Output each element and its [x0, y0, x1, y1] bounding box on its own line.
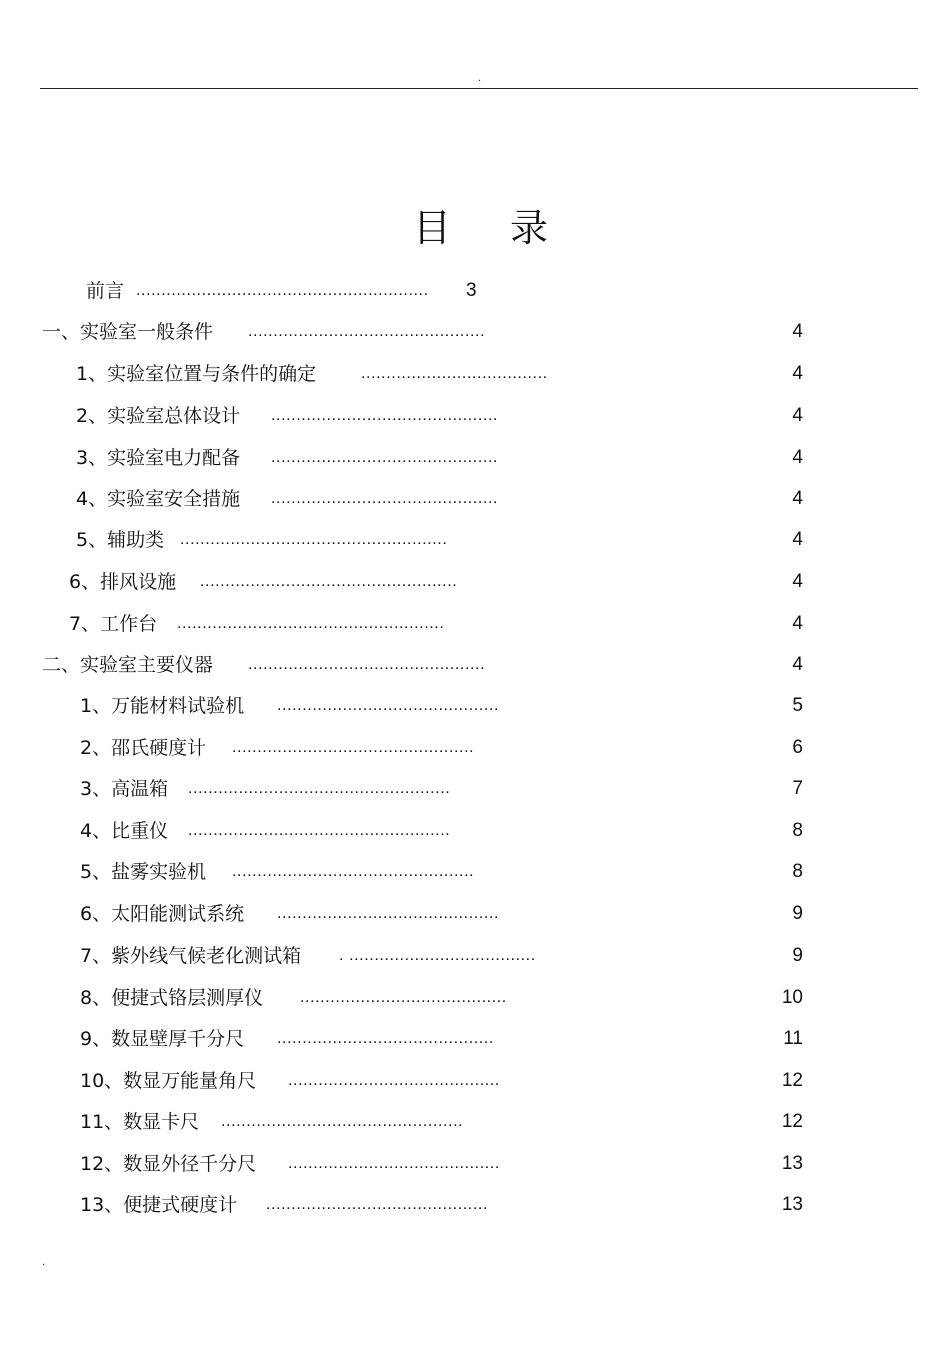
toc-entry-page: 7	[792, 778, 803, 799]
toc-entry-label: 一、实验室一般条件	[42, 321, 214, 343]
toc-entry[interactable]	[80, 1027, 812, 1051]
toc-entry-label: 10、数显万能量角尺	[80, 1070, 257, 1092]
toc-entry[interactable]	[80, 860, 812, 884]
toc-entry-leader: ............................................	[277, 697, 499, 714]
toc-entry-page: 4	[792, 488, 803, 509]
toc-entry-page: 5	[792, 695, 803, 716]
toc-entry-page: 4	[792, 405, 803, 426]
header-mark: .	[478, 73, 482, 84]
toc-entry-label: 8、便捷式铬层测厚仪	[80, 987, 264, 1009]
toc-entry-leader: ...........................................	[277, 1030, 494, 1047]
toc-entry-page: 13	[781, 1194, 803, 1215]
toc-entry[interactable]	[80, 1110, 812, 1134]
toc-entry-label: 2、邵氏硬度计	[80, 737, 207, 759]
toc-entry-leader: . .....................................	[339, 947, 536, 964]
toc-entry[interactable]	[42, 653, 812, 677]
toc-entry-leader: .............................................	[271, 407, 499, 424]
toc-entry-page: 8	[792, 820, 803, 841]
toc-entry-leader: .....................................	[361, 365, 548, 382]
toc-entry-leader: .....................................................	[177, 615, 445, 632]
page-title: 目录	[413, 206, 608, 250]
toc-entry-label: 1、万能材料试验机	[80, 695, 245, 717]
toc-entry-page: 4	[792, 613, 803, 634]
toc-entry-label: 7、工作台	[69, 613, 158, 635]
toc-entry-label: 5、辅助类	[76, 529, 165, 551]
toc-entry-leader: .............................................	[271, 490, 499, 507]
toc-entry-page: 3	[466, 280, 477, 301]
toc-entry-leader: .....................................................	[180, 531, 448, 548]
toc-entry-leader: ....................................................	[188, 822, 451, 839]
toc-entry[interactable]	[80, 819, 812, 843]
toc-entry[interactable]	[42, 320, 812, 344]
toc-entry-label: 4、实验室安全措施	[76, 488, 241, 510]
toc-entry-label: 9、数显壁厚千分尺	[80, 1028, 245, 1050]
toc-entry-page: 6	[792, 737, 803, 758]
toc-entry[interactable]	[80, 777, 812, 801]
toc-entry-page: 4	[792, 321, 803, 342]
toc-entry-page: 4	[792, 654, 803, 675]
toc-entry[interactable]	[76, 404, 812, 428]
toc-entry-leader: ..........................................	[288, 1072, 500, 1089]
toc-entry-label: 二、实验室主要仪器	[42, 654, 214, 676]
toc-entry-label: 3、高温箱	[80, 778, 169, 800]
toc-entry[interactable]	[76, 362, 812, 386]
toc-entry-leader: .........................................	[300, 989, 507, 1006]
toc-entry[interactable]	[76, 487, 812, 511]
toc-entry-page: 4	[792, 363, 803, 384]
footer-mark: .	[42, 1257, 46, 1268]
toc-entry-leader: ................................................	[232, 739, 475, 756]
toc-entry[interactable]	[80, 1069, 812, 1093]
toc-entry-page: 12	[781, 1070, 803, 1091]
toc-entry-page: 12	[781, 1111, 803, 1132]
toc-entry-label: 2、实验室总体设计	[76, 405, 241, 427]
toc-entry[interactable]	[80, 736, 812, 760]
toc-entry-leader: ..........................................................	[136, 282, 429, 299]
toc-entry[interactable]	[69, 570, 812, 594]
toc-entry-leader: ................................................	[221, 1113, 464, 1130]
toc-entry-label: 6、排风设施	[69, 571, 177, 593]
toc-entry[interactable]	[80, 1193, 812, 1217]
toc-entry-page: 9	[792, 945, 803, 966]
toc-entry-leader: ...................................................	[200, 573, 458, 590]
toc-entry-label: 6、太阳能测试系统	[80, 903, 245, 925]
toc-entry-leader: ................................................	[232, 863, 475, 880]
toc-entry-page: 10	[781, 987, 803, 1008]
toc-entry-leader: ............................................	[266, 1196, 488, 1213]
toc-entry-label: 7、紫外线气候老化测试箱	[80, 945, 302, 967]
toc-entry-leader: .............................................	[271, 449, 499, 466]
toc-entry-leader: ..........................................	[288, 1155, 500, 1172]
toc-entry-label: 11、数显卡尺	[80, 1111, 200, 1133]
toc-entry-page: 4	[792, 571, 803, 592]
toc-entry-label: 5、盐雾实验机	[80, 861, 207, 883]
toc-entry[interactable]	[80, 986, 812, 1010]
toc-entry[interactable]	[76, 528, 812, 552]
toc-entry[interactable]	[86, 279, 506, 303]
toc-entry-label: 12、数显外径千分尺	[80, 1153, 257, 1175]
toc-entry-page: 9	[792, 903, 803, 924]
toc-entry-label: 1、实验室位置与条件的确定	[76, 363, 317, 385]
toc-entry[interactable]	[80, 902, 812, 926]
toc-entry-leader: ...............................................	[248, 656, 486, 673]
toc-entry-page: 4	[792, 447, 803, 468]
toc-entry-page: 11	[783, 1028, 803, 1049]
toc-entry[interactable]	[80, 694, 812, 718]
toc-entry[interactable]	[80, 1152, 812, 1176]
toc-entry-leader: ...............................................	[248, 323, 486, 340]
toc-entry[interactable]	[80, 944, 812, 968]
toc-entry-page: 4	[792, 529, 803, 550]
toc-entry-leader: ....................................................	[188, 780, 451, 797]
toc-entry[interactable]	[69, 612, 812, 636]
toc-entry[interactable]	[76, 446, 812, 470]
toc-entry-page: 13	[781, 1153, 803, 1174]
toc-entry-label: 3、实验室电力配备	[76, 447, 241, 469]
toc-entry-leader: ............................................	[277, 905, 499, 922]
toc-entry-label: 13、便捷式硬度计	[80, 1194, 238, 1216]
toc-entry-label: 前言	[86, 280, 125, 302]
toc-entry-page: 8	[792, 861, 803, 882]
toc-entry-label: 4、比重仪	[80, 820, 169, 842]
